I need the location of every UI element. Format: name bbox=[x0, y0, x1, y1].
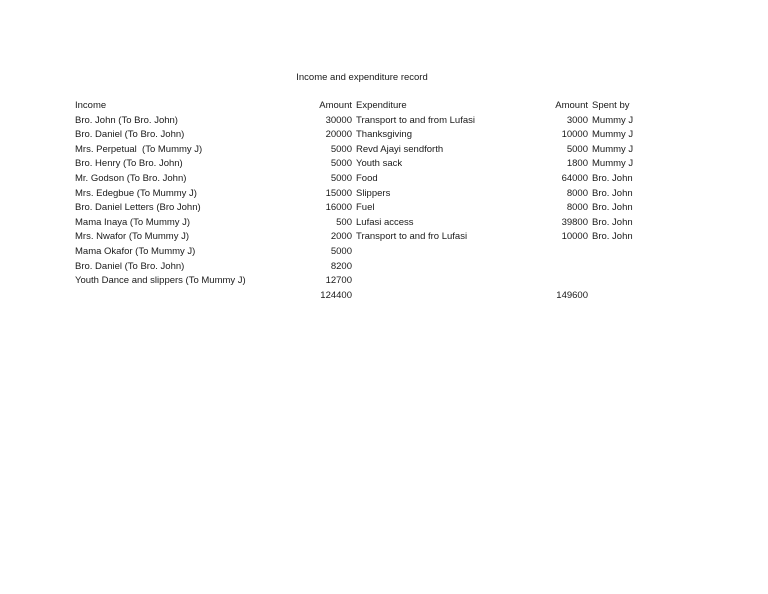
income-amount-cell: 30000 bbox=[325, 114, 352, 126]
expenditure-cell bbox=[354, 245, 510, 260]
expenditure-amount-cell: 5000 bbox=[566, 143, 588, 155]
expenditure-total: 149600 bbox=[556, 289, 588, 301]
expenditure-cell: Transport to and from Lufasi bbox=[356, 114, 475, 126]
income-total: 124400 bbox=[320, 289, 352, 301]
income-cell: Mrs. Edegbue (To Mummy J) bbox=[75, 187, 197, 199]
table-row bbox=[73, 216, 650, 231]
income-cell: Bro. Daniel Letters (Bro John) bbox=[75, 202, 201, 214]
expenditure-cell: Thanksgiving bbox=[356, 129, 412, 141]
income-amount-cell: 5000 bbox=[330, 143, 352, 155]
expenditure-cell: Fuel bbox=[356, 202, 375, 214]
spent-by-cell: Mummy J bbox=[592, 143, 634, 155]
income-cell: Mr. Godson (To Bro. John) bbox=[75, 172, 187, 184]
expenditure-amount-cell: 3000 bbox=[566, 114, 588, 126]
table-row bbox=[73, 274, 650, 289]
spent-by-cell: Mummy J bbox=[592, 114, 634, 126]
table-row bbox=[73, 114, 650, 129]
expenditure-amount-cell: 1800 bbox=[566, 158, 588, 170]
spent-by-cell: Bro. John bbox=[592, 202, 633, 214]
expenditure-cell: Lufasi access bbox=[356, 216, 414, 228]
table-row bbox=[73, 128, 650, 143]
expenditure-amount-cell bbox=[510, 245, 590, 260]
expenditure-cell: Revd Ajayi sendforth bbox=[356, 143, 444, 155]
expenditure-cell bbox=[354, 274, 510, 289]
income-amount-cell: 15000 bbox=[325, 187, 352, 199]
expenditure-amount-cell: 8000 bbox=[566, 202, 588, 214]
income-cell: Mrs. Nwafor (To Mummy J) bbox=[75, 231, 189, 243]
income-expenditure-table bbox=[73, 99, 650, 303]
income-amount-cell: 5000 bbox=[330, 172, 352, 184]
table-row bbox=[73, 230, 650, 245]
header-income-amount: Amount bbox=[319, 100, 352, 111]
expenditure-amount-cell bbox=[510, 274, 590, 289]
totals-empty-cell bbox=[590, 289, 650, 304]
totals-label-cell bbox=[73, 289, 283, 304]
header-income: Income bbox=[75, 100, 107, 111]
table-row bbox=[73, 187, 650, 202]
expenditure-amount-cell: 8000 bbox=[566, 187, 588, 199]
expenditure-cell: Food bbox=[356, 172, 378, 184]
income-cell: Mrs. Perpetual (To Mummy J) bbox=[75, 143, 203, 155]
expenditure-cell: Transport to and fro Lufasi bbox=[356, 231, 468, 243]
expenditure-amount-cell: 10000 bbox=[561, 129, 588, 141]
table-row bbox=[73, 157, 650, 172]
income-amount-cell: 2000 bbox=[330, 231, 352, 243]
spent-by-cell bbox=[590, 260, 650, 275]
expenditure-cell: Youth sack bbox=[356, 158, 403, 170]
income-cell: Youth Dance and slippers (To Mummy J) bbox=[75, 275, 246, 287]
spent-by-cell: Bro. John bbox=[592, 216, 633, 228]
income-cell: Bro. John (To Bro. John) bbox=[75, 114, 178, 126]
expenditure-amount-cell: 39800 bbox=[561, 216, 588, 228]
spent-by-cell: Bro. John bbox=[592, 231, 633, 243]
expenditure-cell bbox=[354, 260, 510, 275]
income-amount-cell: 5000 bbox=[330, 158, 352, 170]
spent-by-cell bbox=[590, 245, 650, 260]
expenditure-amount-cell bbox=[510, 260, 590, 275]
expenditure-cell: Slippers bbox=[356, 187, 391, 199]
spent-by-cell bbox=[590, 274, 650, 289]
income-amount-cell: 20000 bbox=[325, 129, 352, 141]
totals-row bbox=[73, 289, 650, 304]
table-row bbox=[73, 172, 650, 187]
table-row bbox=[73, 143, 650, 158]
income-amount-cell: 8200 bbox=[330, 260, 352, 272]
page-title: Income and expenditure record bbox=[296, 72, 428, 83]
spent-by-cell: Mummy J bbox=[592, 129, 634, 141]
totals-spacer-cell bbox=[354, 289, 510, 304]
table-row bbox=[73, 245, 650, 260]
table-row bbox=[73, 260, 650, 275]
header-expenditure: Expenditure bbox=[356, 100, 407, 111]
spent-by-cell: Bro. John bbox=[592, 187, 633, 199]
expenditure-amount-cell: 64000 bbox=[561, 172, 588, 184]
income-amount-cell: 12700 bbox=[325, 275, 352, 287]
spent-by-cell: Bro. John bbox=[592, 172, 633, 184]
income-cell: Mama Inaya (To Mummy J) bbox=[75, 216, 191, 228]
income-amount-cell: 16000 bbox=[325, 202, 352, 214]
header-spent-by: Spent by bbox=[592, 100, 630, 111]
income-cell: Mama Okafor (To Mummy J) bbox=[75, 245, 196, 257]
income-amount-cell: 5000 bbox=[330, 245, 352, 257]
income-amount-cell: 500 bbox=[336, 216, 352, 228]
income-cell: Bro. Daniel (To Bro. John) bbox=[75, 260, 185, 272]
income-cell: Bro. Daniel (To Bro. John) bbox=[75, 129, 185, 141]
header-expenditure-amount: Amount bbox=[555, 100, 588, 111]
header-row bbox=[73, 99, 650, 114]
income-cell: Bro. Henry (To Bro. John) bbox=[75, 158, 183, 170]
expenditure-amount-cell: 10000 bbox=[561, 231, 588, 243]
table-row bbox=[73, 201, 650, 216]
spent-by-cell: Mummy J bbox=[592, 158, 634, 170]
